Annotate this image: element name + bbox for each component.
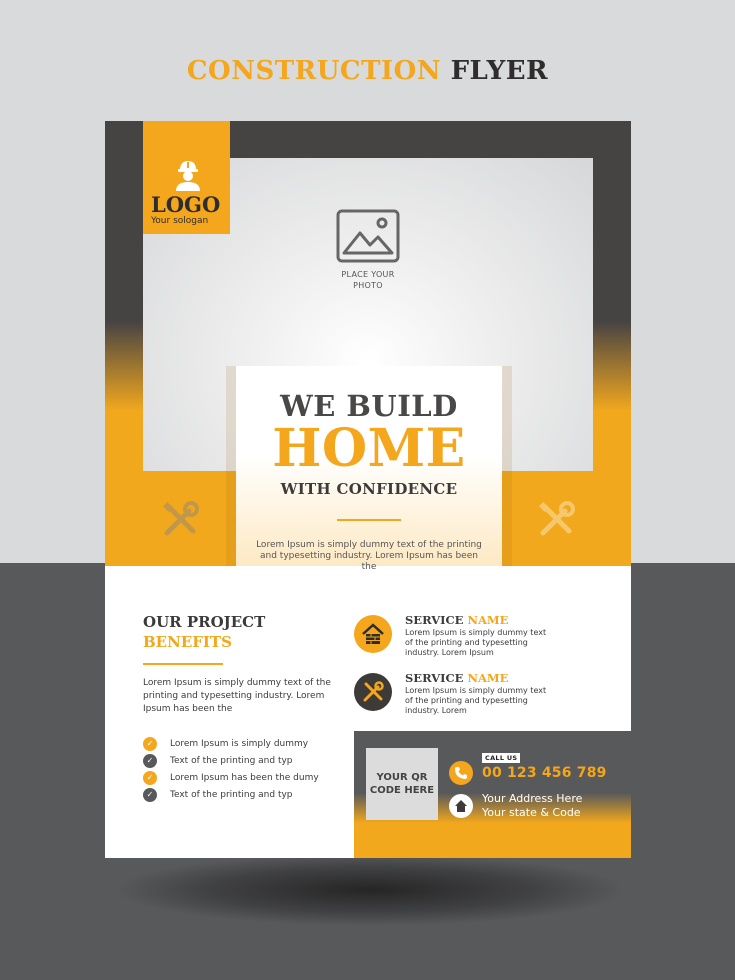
service-title	[405, 613, 575, 627]
logo-text: LOGO	[151, 192, 221, 217]
call-us-badge: CALL US	[482, 753, 520, 763]
photo-label-line1: PLACE YOUR	[341, 270, 395, 279]
benefits-title	[143, 612, 333, 652]
service-title-accent: NAME	[467, 671, 509, 685]
photo-label	[293, 269, 443, 291]
phone-icon	[449, 761, 473, 785]
check-icon: ✓	[143, 771, 157, 785]
list-item	[143, 786, 343, 803]
worker-icon	[172, 157, 204, 191]
hero-divider	[337, 519, 401, 521]
service-body: Lorem Ipsum is simply dummy text of the printing and typesetting industry. Lorem	[405, 686, 547, 715]
list-item-text: Lorem Ipsum is simply dummy	[170, 738, 309, 749]
benefits-title-line1: OUR PROJECT	[143, 613, 266, 631]
hero-line2: HOME	[272, 418, 466, 479]
photo-label-line2: PHOTO	[353, 281, 383, 290]
benefits-title-line2: BENEFITS	[143, 633, 232, 651]
hero-card	[236, 366, 502, 572]
service-title	[405, 671, 575, 685]
service-item	[354, 671, 574, 726]
hero-body: Lorem Ipsum is simply dummy text of the printing and typesetting industry. Lorem Ipsum has been the	[256, 540, 482, 572]
home-icon	[449, 794, 473, 818]
logo-slogan: Your sologan	[151, 216, 209, 226]
hero-line1: WE BUILD	[280, 389, 458, 423]
list-item	[143, 769, 343, 786]
hero-line3: WITH CONFIDENCE	[280, 480, 458, 498]
service-title-text: SERVICE	[405, 671, 464, 685]
service-title-text: SERVICE	[405, 613, 464, 627]
service-body: Lorem Ipsum is simply dummy text of the printing and typesetting industry. Lorem Ipsum	[405, 628, 547, 657]
heading-rest: FLYER	[450, 56, 549, 86]
heading-accent: CONSTRUCTION	[186, 56, 441, 86]
check-icon: ✓	[143, 754, 157, 768]
list-item-text: Text of the printing and typ	[170, 789, 293, 800]
flyer-heading	[0, 56, 735, 86]
list-item-text: Lorem Ipsum has been the dumy	[170, 772, 319, 783]
address-line1: Your Address Here	[482, 792, 583, 805]
list-item-text: Text of the printing and typ	[170, 755, 293, 766]
benefits-divider	[143, 663, 223, 665]
tools-icon	[159, 499, 201, 541]
qr-code-placeholder: YOUR QR CODE HERE	[366, 748, 438, 820]
list-item	[143, 752, 343, 769]
address-line2: Your state & Code	[482, 806, 581, 819]
service-title-accent: NAME	[467, 613, 509, 627]
tools-icon	[354, 673, 392, 711]
benefits-list	[143, 735, 343, 803]
service-item	[354, 613, 574, 668]
image-icon	[336, 209, 400, 263]
check-icon: ✓	[143, 737, 157, 751]
benefits-body: Lorem Ipsum is simply dummy text of the printing and typesetting industry. Lorem Ipsum has been the	[143, 678, 331, 714]
tools-icon	[535, 499, 577, 541]
contact-panel	[354, 731, 631, 858]
check-icon: ✓	[143, 788, 157, 802]
phone-number: 00 123 456 789	[482, 765, 607, 781]
flyer-shadow	[120, 855, 620, 925]
logo-box	[143, 121, 230, 234]
house-brick-icon	[354, 615, 392, 653]
flyer	[105, 121, 631, 858]
list-item	[143, 735, 343, 752]
